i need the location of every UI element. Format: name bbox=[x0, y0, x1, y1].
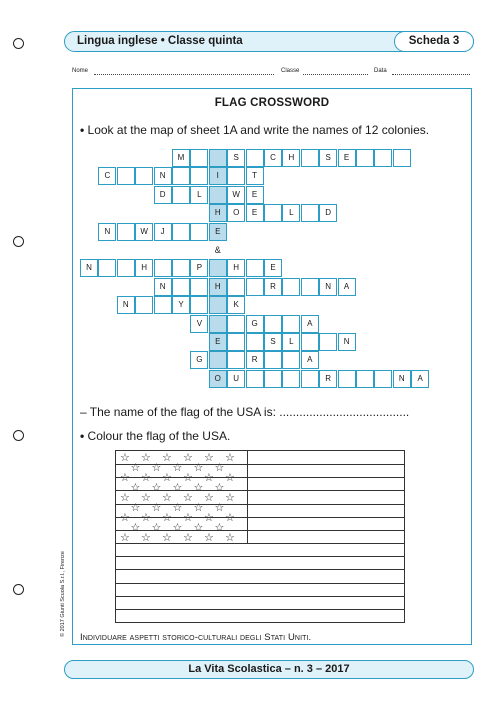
crossword-cell[interactable] bbox=[301, 149, 319, 167]
footer-label: La Vita Scolastica – n. 3 – 2017 bbox=[188, 663, 350, 675]
crossword-cell[interactable] bbox=[264, 370, 282, 388]
crossword-cell[interactable]: L bbox=[190, 186, 208, 204]
star-icon: ☆ bbox=[120, 472, 130, 484]
class-field[interactable] bbox=[303, 74, 368, 75]
crossword-cell[interactable]: N bbox=[154, 278, 172, 296]
crossword-cell[interactable]: E bbox=[246, 186, 264, 204]
ampersand-separator: & bbox=[214, 245, 221, 255]
usa-flag-outline[interactable] bbox=[115, 450, 405, 623]
crossword-cell[interactable] bbox=[301, 204, 319, 222]
crossword-cell[interactable] bbox=[172, 278, 190, 296]
star-icon: ☆ bbox=[151, 462, 162, 474]
star-icon: ☆ bbox=[120, 492, 130, 504]
punch-hole-icon bbox=[13, 38, 24, 49]
crossword-cell[interactable]: W bbox=[227, 186, 245, 204]
bullet: • bbox=[80, 123, 85, 137]
crossword-cell[interactable] bbox=[282, 315, 300, 333]
crossword-cell[interactable] bbox=[246, 259, 264, 277]
crossword-cell[interactable] bbox=[282, 278, 300, 296]
crossword-cell[interactable]: A bbox=[411, 370, 429, 388]
star-icon: ☆ bbox=[193, 482, 204, 494]
crossword-cell[interactable] bbox=[227, 278, 245, 296]
sheet-label: Scheda 3 bbox=[408, 35, 460, 47]
crossword-cell[interactable]: S bbox=[319, 149, 337, 167]
star-icon: ☆ bbox=[204, 472, 214, 484]
crossword-cell[interactable]: C bbox=[98, 167, 116, 185]
star-icon: ☆ bbox=[141, 532, 151, 544]
crossword-cell[interactable] bbox=[227, 333, 245, 351]
sheet-tab bbox=[394, 31, 474, 52]
star-icon: ☆ bbox=[162, 492, 172, 504]
crossword-cell[interactable]: L bbox=[282, 204, 300, 222]
crossword-cell[interactable] bbox=[172, 186, 190, 204]
star-icon: ☆ bbox=[225, 492, 235, 504]
star-icon: ☆ bbox=[120, 512, 130, 524]
crossword-cell[interactable]: G bbox=[246, 315, 264, 333]
flag-stripe[interactable] bbox=[116, 543, 404, 544]
crossword-cell[interactable]: V bbox=[190, 315, 208, 333]
flag-stripe[interactable] bbox=[116, 596, 404, 597]
crossword-cell[interactable] bbox=[246, 370, 264, 388]
crossword-cell[interactable]: A bbox=[301, 351, 319, 369]
star-icon: ☆ bbox=[172, 502, 183, 514]
crossword-cell[interactable]: S bbox=[227, 149, 245, 167]
crossword-cell[interactable] bbox=[117, 167, 135, 185]
crossword-cell[interactable]: S bbox=[264, 333, 282, 351]
flag-stripe[interactable] bbox=[116, 464, 404, 465]
star-icon: ☆ bbox=[141, 492, 151, 504]
star-icon: ☆ bbox=[162, 532, 172, 544]
crossword-cell[interactable] bbox=[301, 278, 319, 296]
crossword-cell[interactable]: N bbox=[154, 167, 172, 185]
flag-stripe[interactable] bbox=[116, 569, 404, 570]
star-icon: ☆ bbox=[130, 522, 141, 534]
footer-bar bbox=[64, 660, 474, 679]
crossword-cell[interactable]: I bbox=[209, 167, 227, 185]
crossword-cell[interactable]: M bbox=[172, 149, 190, 167]
crossword-cell[interactable]: N bbox=[338, 333, 356, 351]
crossword-cell[interactable]: C bbox=[264, 149, 282, 167]
crossword-cell[interactable] bbox=[246, 278, 264, 296]
crossword-cell[interactable] bbox=[172, 223, 190, 241]
instruction-crossword bbox=[80, 123, 429, 137]
star-icon: ☆ bbox=[214, 522, 225, 534]
instruction-colour bbox=[80, 429, 230, 443]
star-icon: ☆ bbox=[162, 452, 172, 464]
crossword-cell[interactable]: G bbox=[190, 351, 208, 369]
crossword-cell[interactable] bbox=[190, 167, 208, 185]
crossword-cell[interactable] bbox=[246, 333, 264, 351]
crossword-cell[interactable] bbox=[374, 149, 392, 167]
crossword-cell[interactable] bbox=[246, 149, 264, 167]
crossword-cell[interactable]: U bbox=[227, 370, 245, 388]
crossword-cell[interactable]: W bbox=[135, 223, 153, 241]
crossword-cell[interactable] bbox=[264, 315, 282, 333]
crossword-cell[interactable] bbox=[301, 370, 319, 388]
crossword-cell[interactable] bbox=[135, 167, 153, 185]
flag-stripe[interactable] bbox=[116, 609, 404, 610]
star-icon: ☆ bbox=[151, 522, 162, 534]
crossword-cell[interactable]: E bbox=[264, 259, 282, 277]
crossword-cell[interactable]: H bbox=[135, 259, 153, 277]
crossword-cell[interactable] bbox=[356, 149, 374, 167]
star-icon: ☆ bbox=[193, 502, 204, 514]
flag-stripe[interactable] bbox=[116, 490, 404, 491]
subject-title: Lingua inglese • Classe quinta bbox=[77, 35, 243, 47]
crossword-cell[interactable] bbox=[209, 186, 227, 204]
punch-hole-icon bbox=[13, 430, 24, 441]
crossword-cell[interactable]: K bbox=[227, 296, 245, 314]
crossword-cell[interactable]: E bbox=[209, 333, 227, 351]
star-icon: ☆ bbox=[204, 452, 214, 464]
flag-stripe[interactable] bbox=[116, 517, 404, 518]
bullet: • bbox=[80, 429, 85, 443]
crossword-cell[interactable] bbox=[338, 370, 356, 388]
date-label: Data bbox=[374, 68, 387, 74]
crossword-cell[interactable] bbox=[135, 296, 153, 314]
crossword-cell[interactable]: A bbox=[338, 278, 356, 296]
crossword-cell[interactable]: J bbox=[154, 223, 172, 241]
instruction-text: Look at the map of sheet 1A and write the names of 12 colonies. bbox=[84, 123, 430, 137]
crossword-cell[interactable]: H bbox=[227, 259, 245, 277]
crossword-cell[interactable]: D bbox=[154, 186, 172, 204]
page-title: FLAG CROSSWORD bbox=[214, 97, 330, 109]
punch-hole-icon bbox=[13, 236, 24, 247]
crossword-cell[interactable] bbox=[98, 259, 116, 277]
class-label: Classe bbox=[281, 68, 300, 74]
star-icon: ☆ bbox=[225, 532, 235, 544]
crossword-cell[interactable]: H bbox=[282, 149, 300, 167]
crossword-cell[interactable] bbox=[264, 204, 282, 222]
star-icon: ☆ bbox=[214, 482, 225, 494]
flag-stripe[interactable] bbox=[116, 477, 404, 478]
crossword-cell[interactable] bbox=[319, 333, 337, 351]
crossword-cell[interactable]: E bbox=[246, 204, 264, 222]
crossword-cell[interactable] bbox=[209, 259, 227, 277]
crossword-cell[interactable] bbox=[209, 351, 227, 369]
crossword-cell[interactable]: N bbox=[80, 259, 98, 277]
crossword-cell[interactable]: H bbox=[209, 278, 227, 296]
star-icon: ☆ bbox=[225, 472, 235, 484]
star-icon: ☆ bbox=[183, 532, 193, 544]
crossword-cell[interactable] bbox=[393, 149, 411, 167]
crossword-cell[interactable] bbox=[154, 296, 172, 314]
crossword-cell[interactable]: L bbox=[282, 333, 300, 351]
star-icon: ☆ bbox=[141, 452, 151, 464]
crossword-cell[interactable] bbox=[190, 149, 208, 167]
crossword-cell[interactable]: D bbox=[319, 204, 337, 222]
star-icon: ☆ bbox=[162, 472, 172, 484]
crossword-cell[interactable]: R bbox=[319, 370, 337, 388]
crossword-cell[interactable]: Y bbox=[172, 296, 190, 314]
crossword-cell[interactable]: H bbox=[209, 204, 227, 222]
crossword-cell[interactable]: O bbox=[227, 204, 245, 222]
punch-hole-icon bbox=[13, 584, 24, 595]
star-icon: ☆ bbox=[183, 512, 193, 524]
date-field[interactable] bbox=[392, 74, 470, 75]
crossword-cell[interactable] bbox=[190, 278, 208, 296]
crossword-cell[interactable] bbox=[264, 351, 282, 369]
crossword-cell[interactable] bbox=[227, 315, 245, 333]
crossword-cell[interactable]: N bbox=[117, 296, 135, 314]
crossword-cell[interactable]: T bbox=[246, 167, 264, 185]
star-icon: ☆ bbox=[141, 512, 151, 524]
star-icon: ☆ bbox=[225, 512, 235, 524]
flag-stripe[interactable] bbox=[116, 530, 404, 531]
star-icon: ☆ bbox=[214, 462, 225, 474]
star-icon: ☆ bbox=[141, 472, 151, 484]
star-icon: ☆ bbox=[214, 502, 225, 514]
crossword-cell[interactable]: N bbox=[98, 223, 116, 241]
star-icon: ☆ bbox=[183, 472, 193, 484]
star-icon: ☆ bbox=[120, 452, 130, 464]
star-icon: ☆ bbox=[130, 502, 141, 514]
star-icon: ☆ bbox=[183, 452, 193, 464]
crossword-cell[interactable] bbox=[227, 167, 245, 185]
instruction-text: Colour the flag of the USA. bbox=[84, 429, 231, 443]
crossword-cell[interactable] bbox=[172, 259, 190, 277]
flag-name-question: – The name of the flag of the USA is: ....................................... bbox=[80, 405, 410, 419]
flag-stripe[interactable] bbox=[116, 504, 404, 505]
star-icon: ☆ bbox=[193, 522, 204, 534]
crossword-cell[interactable]: O bbox=[209, 370, 227, 388]
crossword-cell[interactable] bbox=[172, 167, 190, 185]
crossword-cell[interactable] bbox=[282, 370, 300, 388]
crossword-cell[interactable] bbox=[209, 315, 227, 333]
star-icon: ☆ bbox=[204, 492, 214, 504]
star-icon: ☆ bbox=[130, 462, 141, 474]
flag-stripe[interactable] bbox=[116, 583, 404, 584]
crossword-cell[interactable] bbox=[209, 149, 227, 167]
star-icon: ☆ bbox=[130, 482, 141, 494]
star-icon: ☆ bbox=[151, 502, 162, 514]
crossword-cell[interactable] bbox=[190, 223, 208, 241]
star-icon: ☆ bbox=[120, 532, 130, 544]
copyright-notice: © 2017 Giunti Scuola S.r.l., Firenze bbox=[60, 551, 66, 637]
crossword-cell[interactable] bbox=[301, 333, 319, 351]
star-icon: ☆ bbox=[172, 462, 183, 474]
star-icon: ☆ bbox=[162, 512, 172, 524]
crossword-cell[interactable] bbox=[190, 296, 208, 314]
star-icon: ☆ bbox=[204, 512, 214, 524]
star-icon: ☆ bbox=[193, 462, 204, 474]
name-field[interactable] bbox=[94, 74, 274, 75]
star-icon: ☆ bbox=[172, 482, 183, 494]
crossword-cell[interactable]: R bbox=[246, 351, 264, 369]
crossword-cell[interactable] bbox=[209, 296, 227, 314]
crossword-cell[interactable]: A bbox=[301, 315, 319, 333]
crossword-cell[interactable]: N bbox=[319, 278, 337, 296]
crossword-cell[interactable]: R bbox=[264, 278, 282, 296]
header-bar bbox=[64, 31, 474, 52]
crossword-cell[interactable]: P bbox=[190, 259, 208, 277]
crossword-cell[interactable] bbox=[227, 351, 245, 369]
crossword-cell[interactable] bbox=[117, 259, 135, 277]
crossword-cell[interactable] bbox=[374, 370, 392, 388]
crossword-cell[interactable] bbox=[356, 370, 374, 388]
crossword-cell[interactable]: N bbox=[393, 370, 411, 388]
star-icon: ☆ bbox=[151, 482, 162, 494]
crossword-cell[interactable] bbox=[282, 351, 300, 369]
star-icon: ☆ bbox=[172, 522, 183, 534]
crossword-cell[interactable] bbox=[154, 259, 172, 277]
name-label: Nome bbox=[72, 68, 89, 74]
crossword-cell[interactable]: E bbox=[209, 223, 227, 241]
student-fields bbox=[72, 68, 472, 78]
star-icon: ☆ bbox=[225, 452, 235, 464]
flag-stripe[interactable] bbox=[116, 556, 404, 557]
crossword-cell[interactable] bbox=[117, 223, 135, 241]
star-icon: ☆ bbox=[183, 492, 193, 504]
star-icon: ☆ bbox=[204, 532, 214, 544]
crossword-cell[interactable]: E bbox=[338, 149, 356, 167]
learning-objective: Individuare aspetti storico-culturali degli Stati Uniti. bbox=[80, 632, 312, 643]
